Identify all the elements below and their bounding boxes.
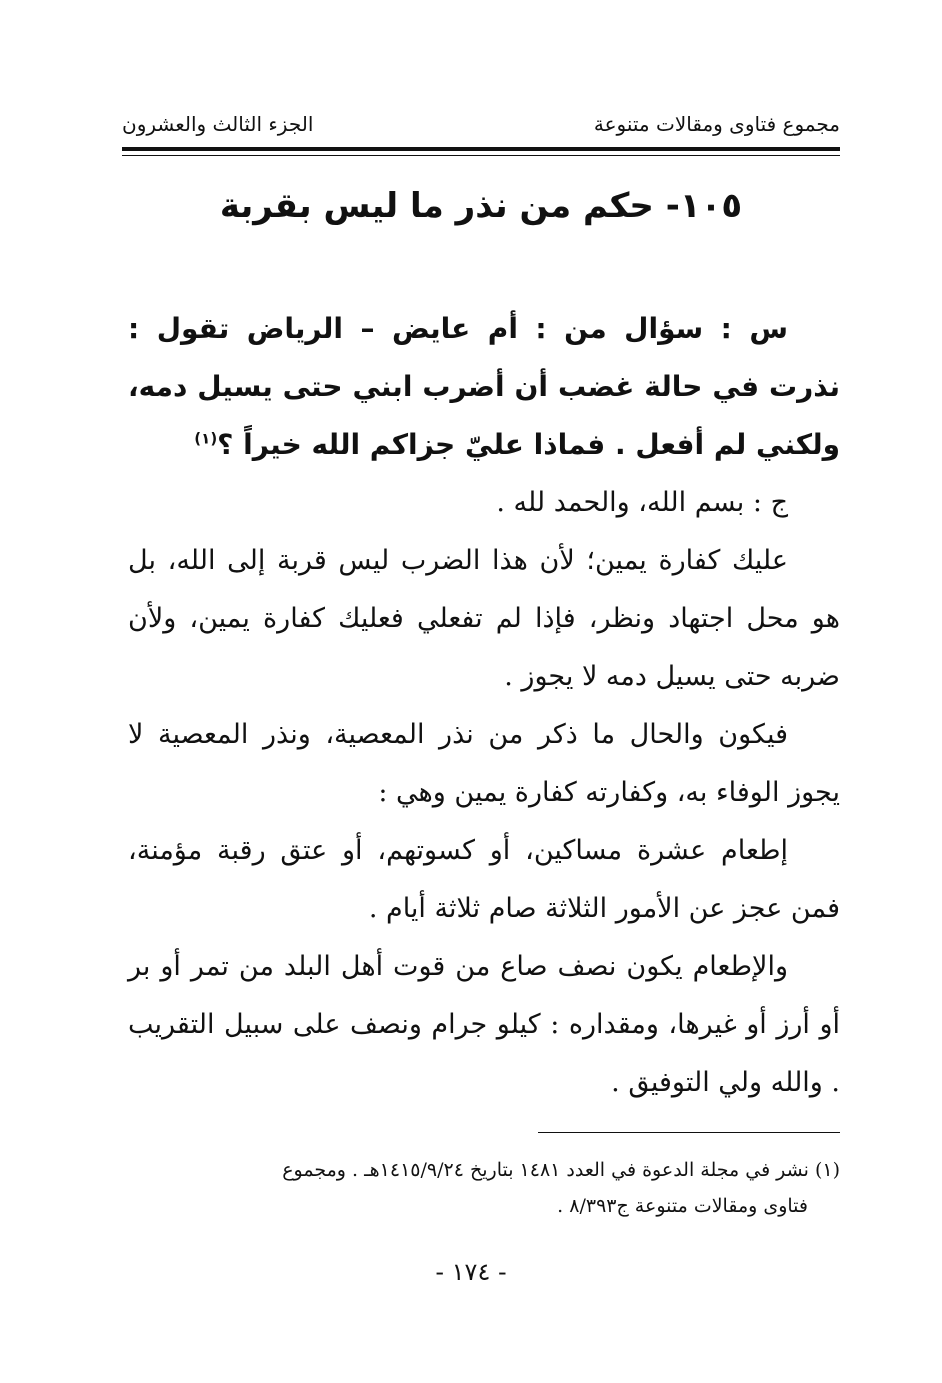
question-paragraph [128, 300, 840, 474]
header-book-title: مجموع فتاوى ومقالات متنوعة [593, 112, 840, 136]
header-volume: الجزء الثالث والعشرون [122, 112, 314, 136]
page-number: - ١٧٤ - [435, 1258, 507, 1286]
header-rule-thin [122, 155, 840, 156]
fatwa-title: ١٠٥- حكم من نذر ما ليس بقربة [219, 186, 743, 226]
running-header [122, 104, 840, 144]
footnote-marker: (١) [194, 429, 218, 448]
footnote-separator [538, 1132, 840, 1133]
question-text: س : سؤال من : أم عايض – الرياض تقول : نذرت في حالة غضب أن أضرب ابني حتى يسيل دمه، ولكني لم أفعل . فماذا عليّ جزاكم الله خيراً ؟ [128, 312, 840, 461]
answer-opening: ج : بسم الله، والحمد لله . [496, 487, 788, 518]
footnote [128, 1152, 840, 1224]
answer-paragraph: فيكون والحال ما ذكر من نذر المعصية، ونذر المعصية لا يجوز الوفاء به، وكفارته كفارة يمين وهي : [128, 719, 840, 808]
fatwa-body [128, 300, 840, 1112]
answer-paragraph: والإطعام يكون نصف صاع من قوت أهل البلد من تمر أو بر أو أرز أو غيرها، ومقداره : كيلو جرام ونصف على سبيل التقريب . والله ولي التوفيق . [128, 951, 840, 1098]
answer-paragraph: عليك كفارة يمين؛ لأن هذا الضرب ليس قربة إلى الله، بل هو محل اجتهاد ونظر، فإذا لم تفعلي فعليك كفارة يمين، ولأن ضربه حتى يسيل دمه لا يجوز . [128, 545, 840, 692]
footnote-line: (١) نشر في مجلة الدعوة في العدد ١٤٨١ بتاريخ ١٤١٥/٩/٢٤هـ . ومجموع [282, 1159, 840, 1181]
footnote-line: فتاوى ومقالات متنوعة ج٨/٣٩٣ . [557, 1195, 808, 1217]
header-rule-thick [122, 147, 840, 151]
answer-paragraph: إطعام عشرة مساكين، أو كسوتهم، أو عتق رقبة مؤمنة، فمن عجز عن الأمور الثلاثة صام ثلاثة أيام . [128, 835, 840, 924]
